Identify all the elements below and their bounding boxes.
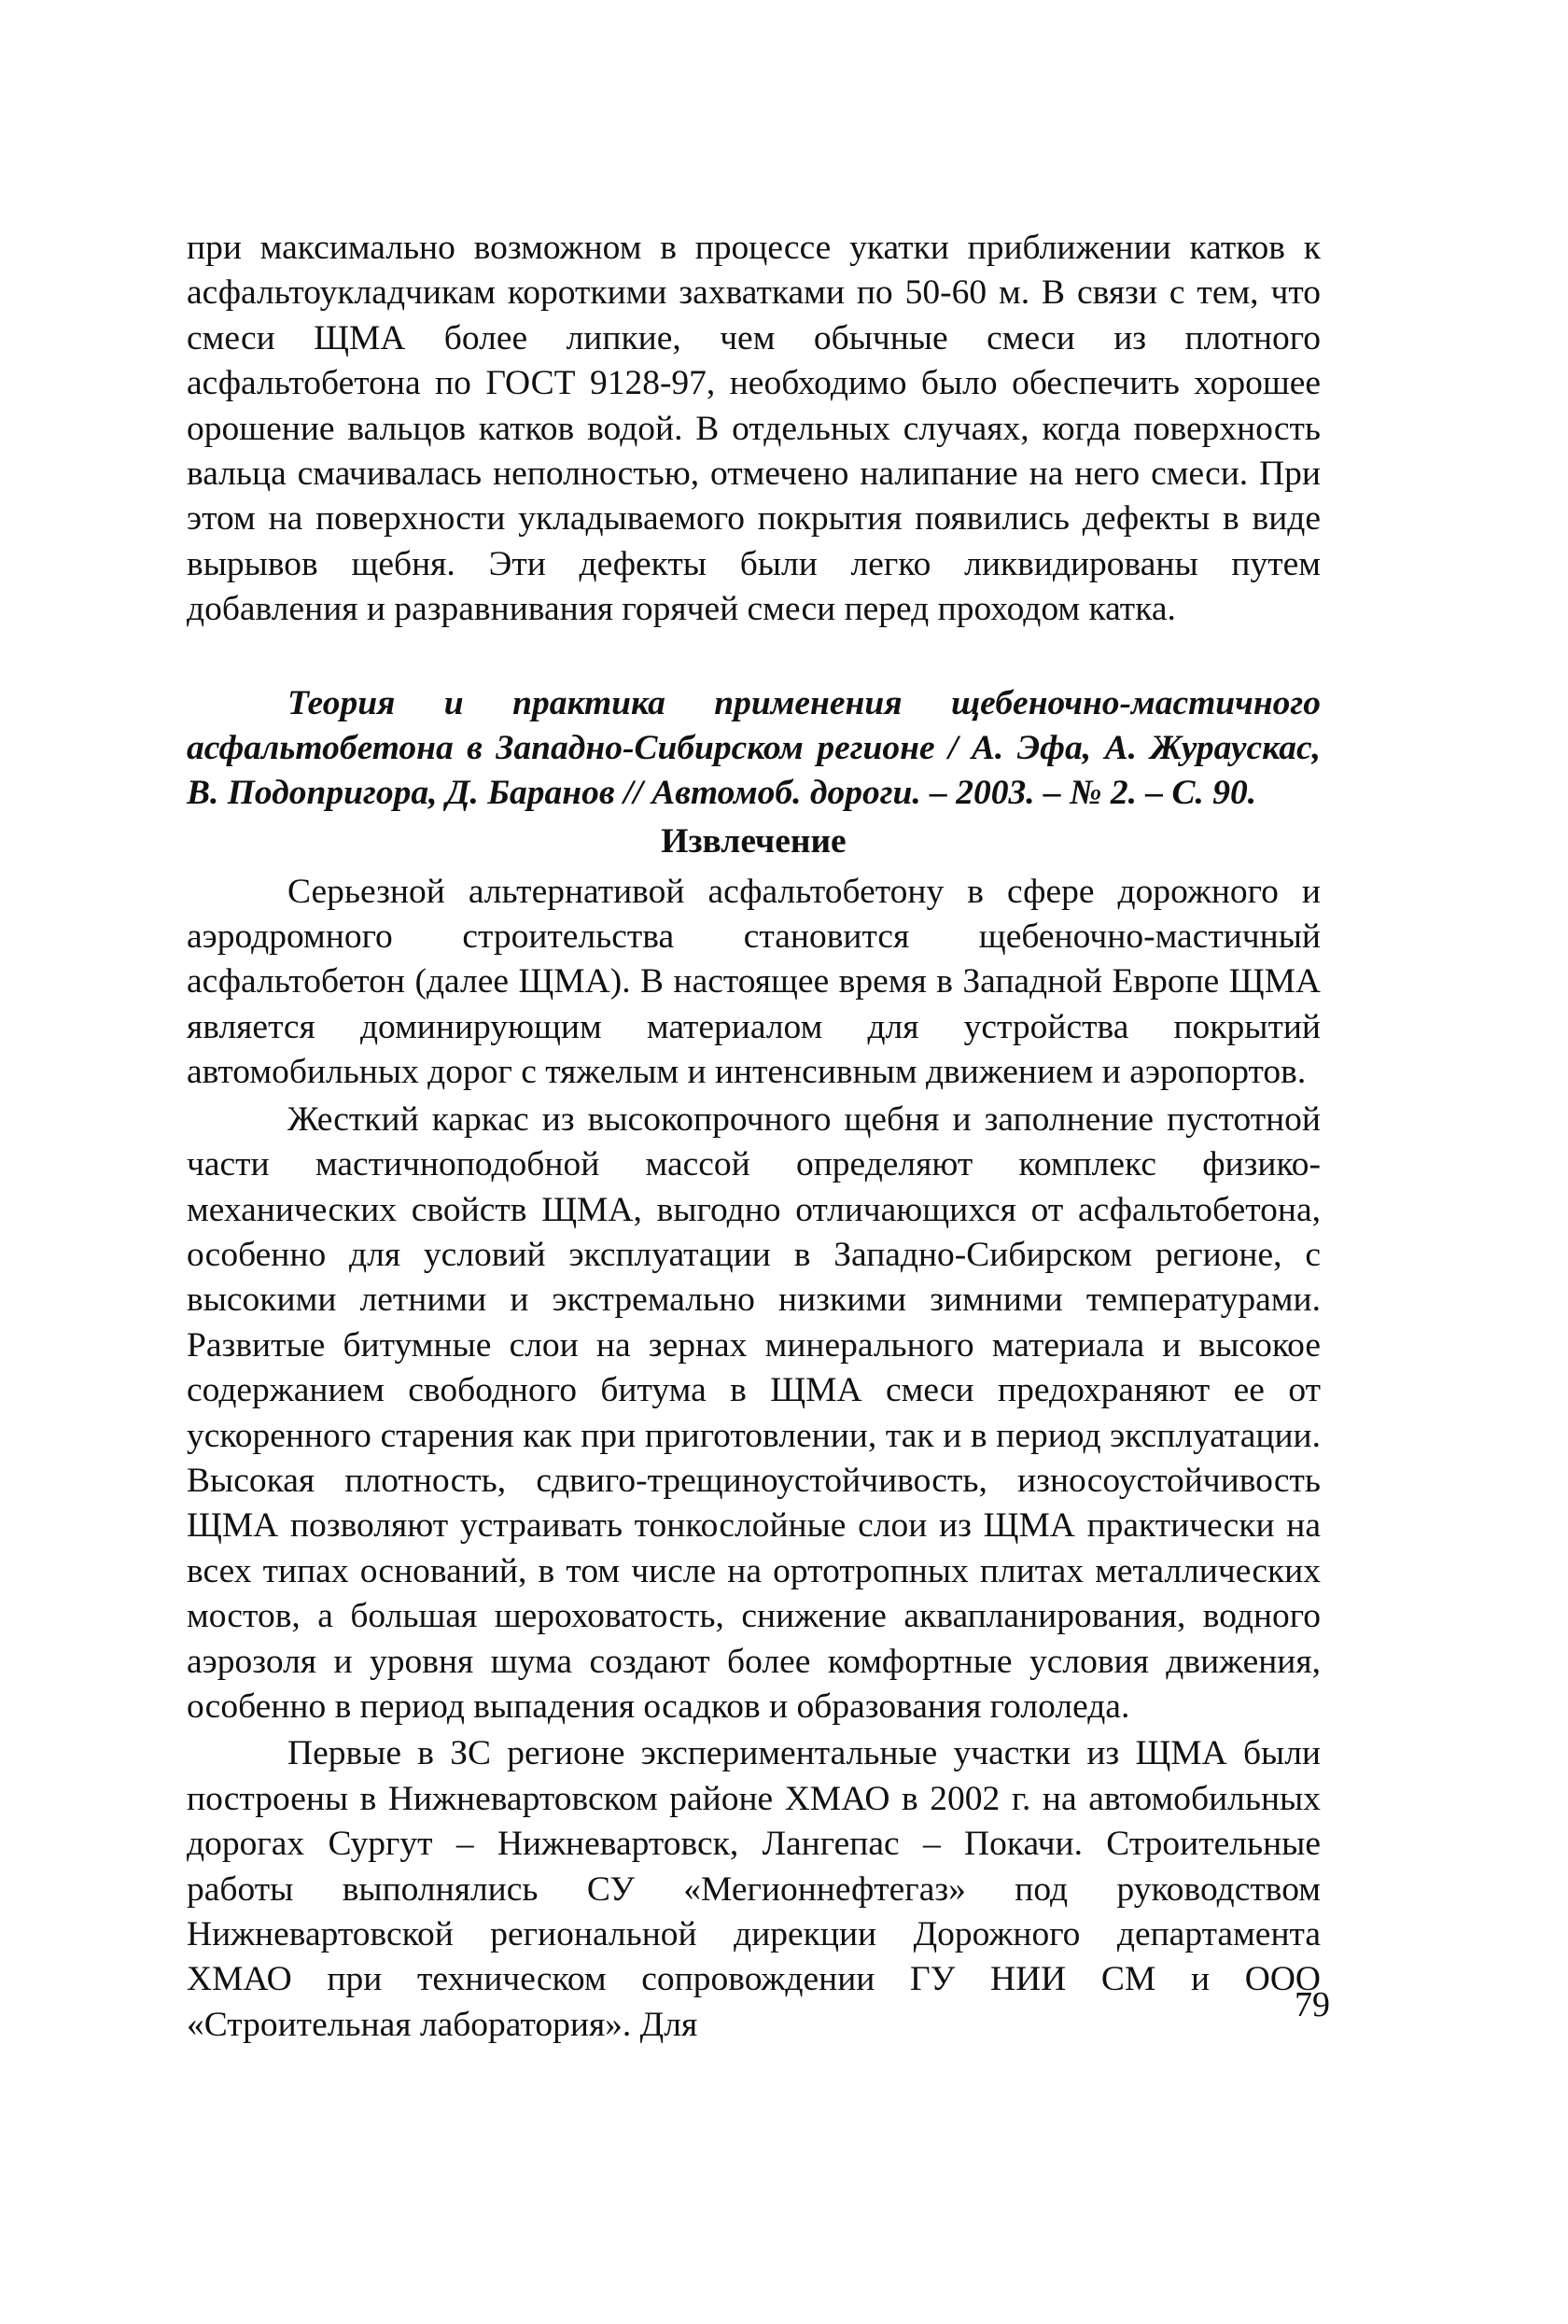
paragraph-1: Серьезной альтернативой асфальтобетону в сфере дорожного и аэродромного строительства становится щебеночно-мастичный асфальтобетон (далее ЩМА). В настоящее время в Западной Европе ЩМА является доминирующим материалом для устройства покрытий автомобильных дорог с тяжелым и интенсивным движением и аэропортов.	[187, 872, 1321, 1092]
intro-paragraph: при максимально возможном в процессе укатки приближении катков к асфальтоукладчикам короткими захватками по 50-60 м. В связи с тем, что смеси ЩМА более липкие, чем обычные смеси из плотного асфальтобетона по ГОСТ 9128-97, необходимо было обеспечить хорошее орошение вальцов катков водой. В отдельных случаях, когда поверхность вальца смачивалась неполностью, отмечено налипание на него смеси. При этом на поверхности укладываемого покрытия появились дефекты в виде вырывов щебня. Эти дефекты были легко ликвидированы путем добавления и разравнивания горячей смеси перед проходом катка.	[187, 229, 1321, 629]
paragraph-2: Жесткий каркас из высокопрочного щебня и заполнение пустотной части мастичноподобной массой определяют комплекс физико-механических свойств ЩМА, выгодно отличающихся от асфальтобетона, особенно для условий эксплуатации в Западно-Сибирском регионе, с высокими летними и экстремально низкими зимними температурами. Развитые битумные слои на зернах минерального материала и высокое содержанием свободного битума в ЩМА смеси предохраняют ее от ускоренного старения как при приготовлении, так и в период эксплуатации. Высокая плотность, сдвиго-трещиноустойчивость, износоустойчивость ЩМА позволяют устраивать тонкослойные слои из ЩМА практически на всех типах оснований, в том числе на ортотропных плитах металлических мостов, а большая шероховатость, снижение аквапланирования, водного аэрозоля и уровня шума создают более комфортные условия движения, особенно в период выпадения осадков и образования гололеда.	[187, 1099, 1321, 1726]
bibliographic-citation: Теория и практика применения щебеночно-мастичного асфальтобетона в Западно-Сибирском регионе / А. Эфа, А. Жураускас, В. Подопригора, Д. Баранов // Автомоб. дороги. – 2003. – № 2. – С. 90.	[187, 683, 1321, 812]
text-column	[187, 226, 1321, 2048]
page-number: 79	[1295, 1985, 1330, 2024]
section-heading: Извлечение	[661, 821, 847, 861]
paragraph-3: Первые в ЗС регионе экспериментальные участки из ЩМА были построены в Нижневартовском районе ХМАО в 2002 г. на автомобильных дорогах Сургут – Нижневартовск, Лангепас – Покачи. Строительные работы выполнялись СУ «Мегионнефтегаз» под руководством Нижневартовской региональной дирекции Дорожного департамента ХМАО при техническом сопровождении ГУ НИИ СМ и ООО «Строительная лаборатория». Для	[187, 1734, 1321, 2044]
